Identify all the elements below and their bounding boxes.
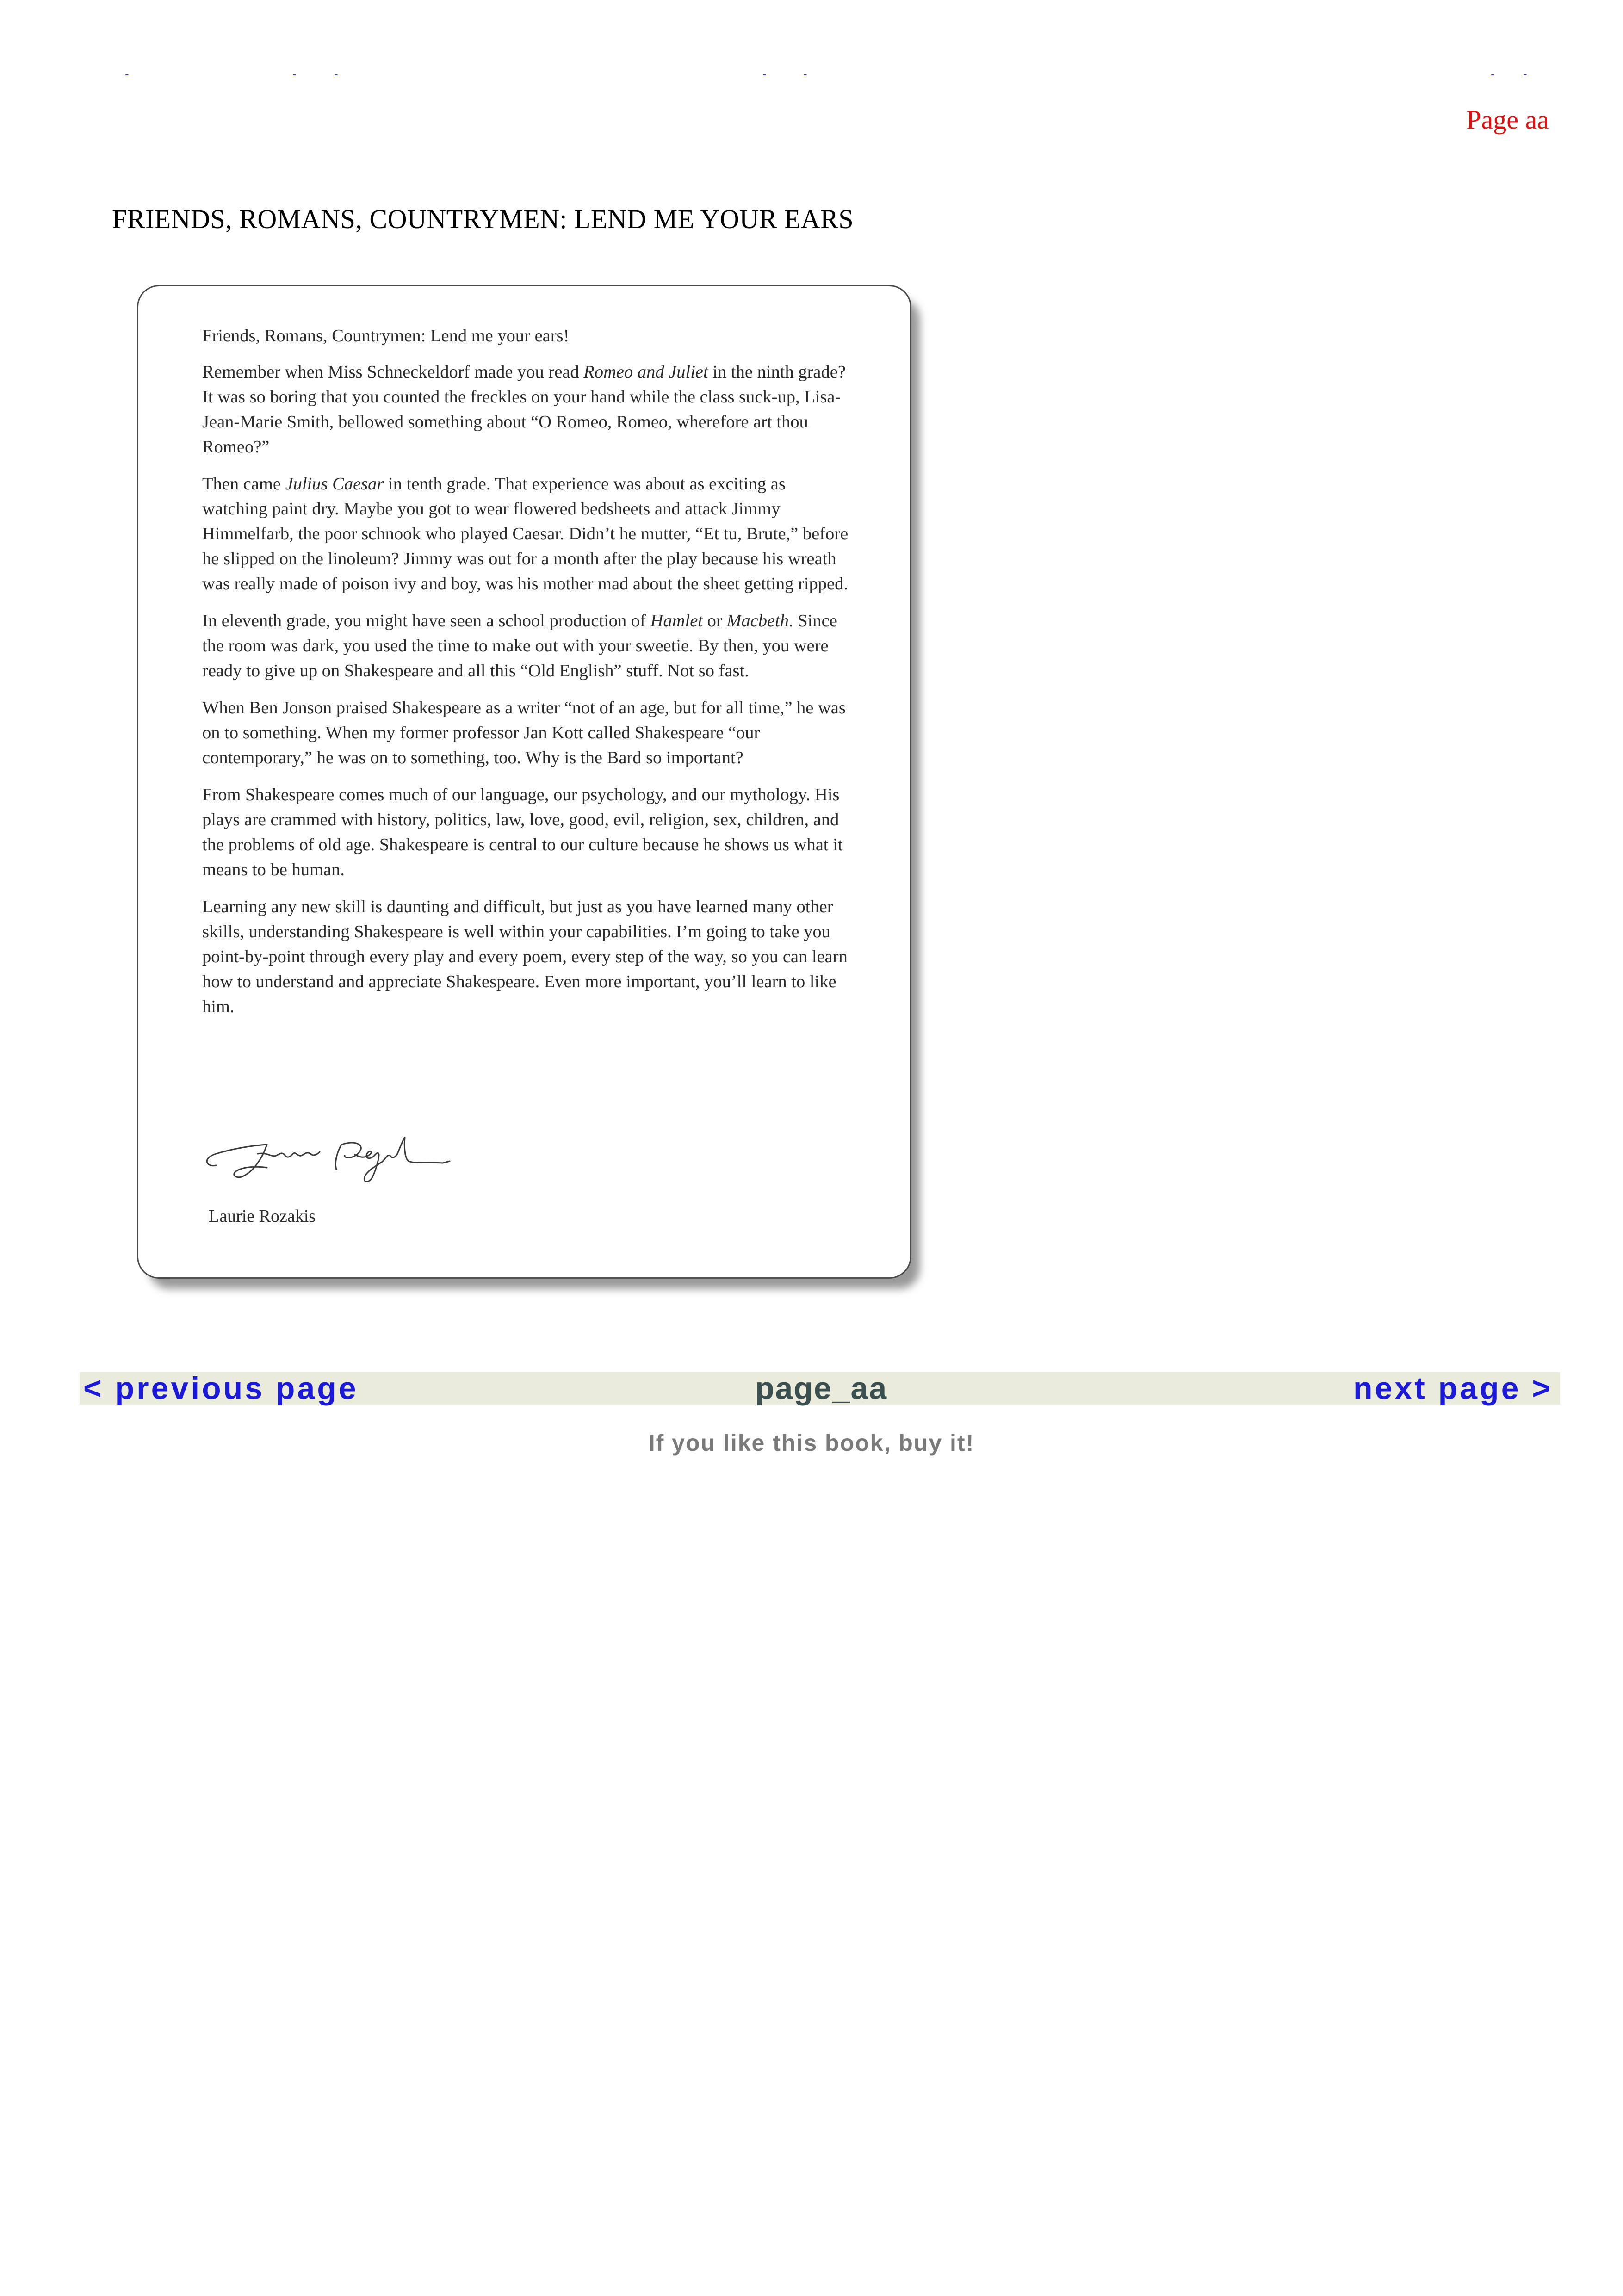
letter-paragraph: From Shakespeare comes much of our language, our psychology, and our mythology. His plays are crammed with history, politics, law, love, good, evil, religion, sex, children, and the problems of old age. Shakespeare is central to our culture because he shows us what it means to be human.: [202, 785, 843, 879]
letter-paragraph: In eleventh grade, you might have seen a school production of Hamlet or Macbeth. Since the room was dark, you used the time to make out with your sweetie. By then, you were ready to give up on Shakespeare and all this “Old English” stuff. Not so fast.: [202, 611, 837, 681]
page-label: Page aa: [1466, 105, 1549, 135]
nav-dot: ‐: [334, 67, 338, 81]
page-navigation-bar: [80, 1372, 1560, 1405]
nav-dot: ‐: [125, 67, 129, 81]
nav-dot: ‐: [803, 67, 807, 81]
nav-dot: ‐: [1491, 67, 1495, 81]
nav-dot: ‐: [762, 67, 767, 81]
current-page-id: page_aa: [755, 1371, 888, 1406]
signer-name: Laurie Rozakis: [209, 1207, 316, 1226]
previous-page-link[interactable]: < previous page: [83, 1371, 359, 1406]
nav-dot: ‐: [1523, 67, 1527, 81]
buy-book-link[interactable]: If you like this book, buy it!: [648, 1430, 975, 1456]
handwritten-signature: [198, 1121, 475, 1191]
letter-paragraph: Learning any new skill is daunting and difficult, but just as you have learned many other skills, understanding Shakespeare is well within your capabilities. I’m going to take you point-by-point through every play and every poem, every step of the way, so you can learn how to understand and appreciate Shakespeare. Even more important, you’ll learn to like him.: [202, 897, 848, 1016]
top-nav-remnant: [0, 69, 1623, 79]
nav-dot: ‐: [292, 67, 297, 81]
next-page-link[interactable]: next page >: [1353, 1371, 1553, 1406]
letter-image: [137, 285, 911, 1279]
chapter-title: FRIENDS, ROMANS, COUNTRYMEN: LEND ME YOUR EARS: [112, 204, 854, 234]
letter-paragraph: When Ben Jonson praised Shakespeare as a writer “not of an age, but for all time,” he was on to something. When my former professor Jan Kott called Shakespeare “our contemporary,” he was on to something, too. Why is the Bard so important?: [202, 698, 846, 767]
letter-paragraph: Remember when Miss Schneckeldorf made you read Romeo and Juliet in the ninth grade? It was so boring that you counted the freckles on your hand while the class suck-up, Lisa-Jean-Marie Smith, bellowed something about “O Romeo, Romeo, wherefore art thou Romeo?”: [202, 362, 846, 457]
letter-body: [202, 323, 850, 1031]
letter-paragraph: Then came Julius Caesar in tenth grade. That experience was about as exciting as watching paint dry. Maybe you got to wear flowered bedsheets and attack Jimmy Himmelfarb, the poor schnook who played Caesar. Didn’t he mutter, “Et tu, Brute,” before he slipped on the linoleum? Jimmy was out for a month after the play because his wreath was really made of poison ivy and boy, was his mother mad about the sheet getting ripped.: [202, 474, 849, 594]
letter-salutation: Friends, Romans, Countrymen: Lend me your ears!: [202, 326, 570, 346]
